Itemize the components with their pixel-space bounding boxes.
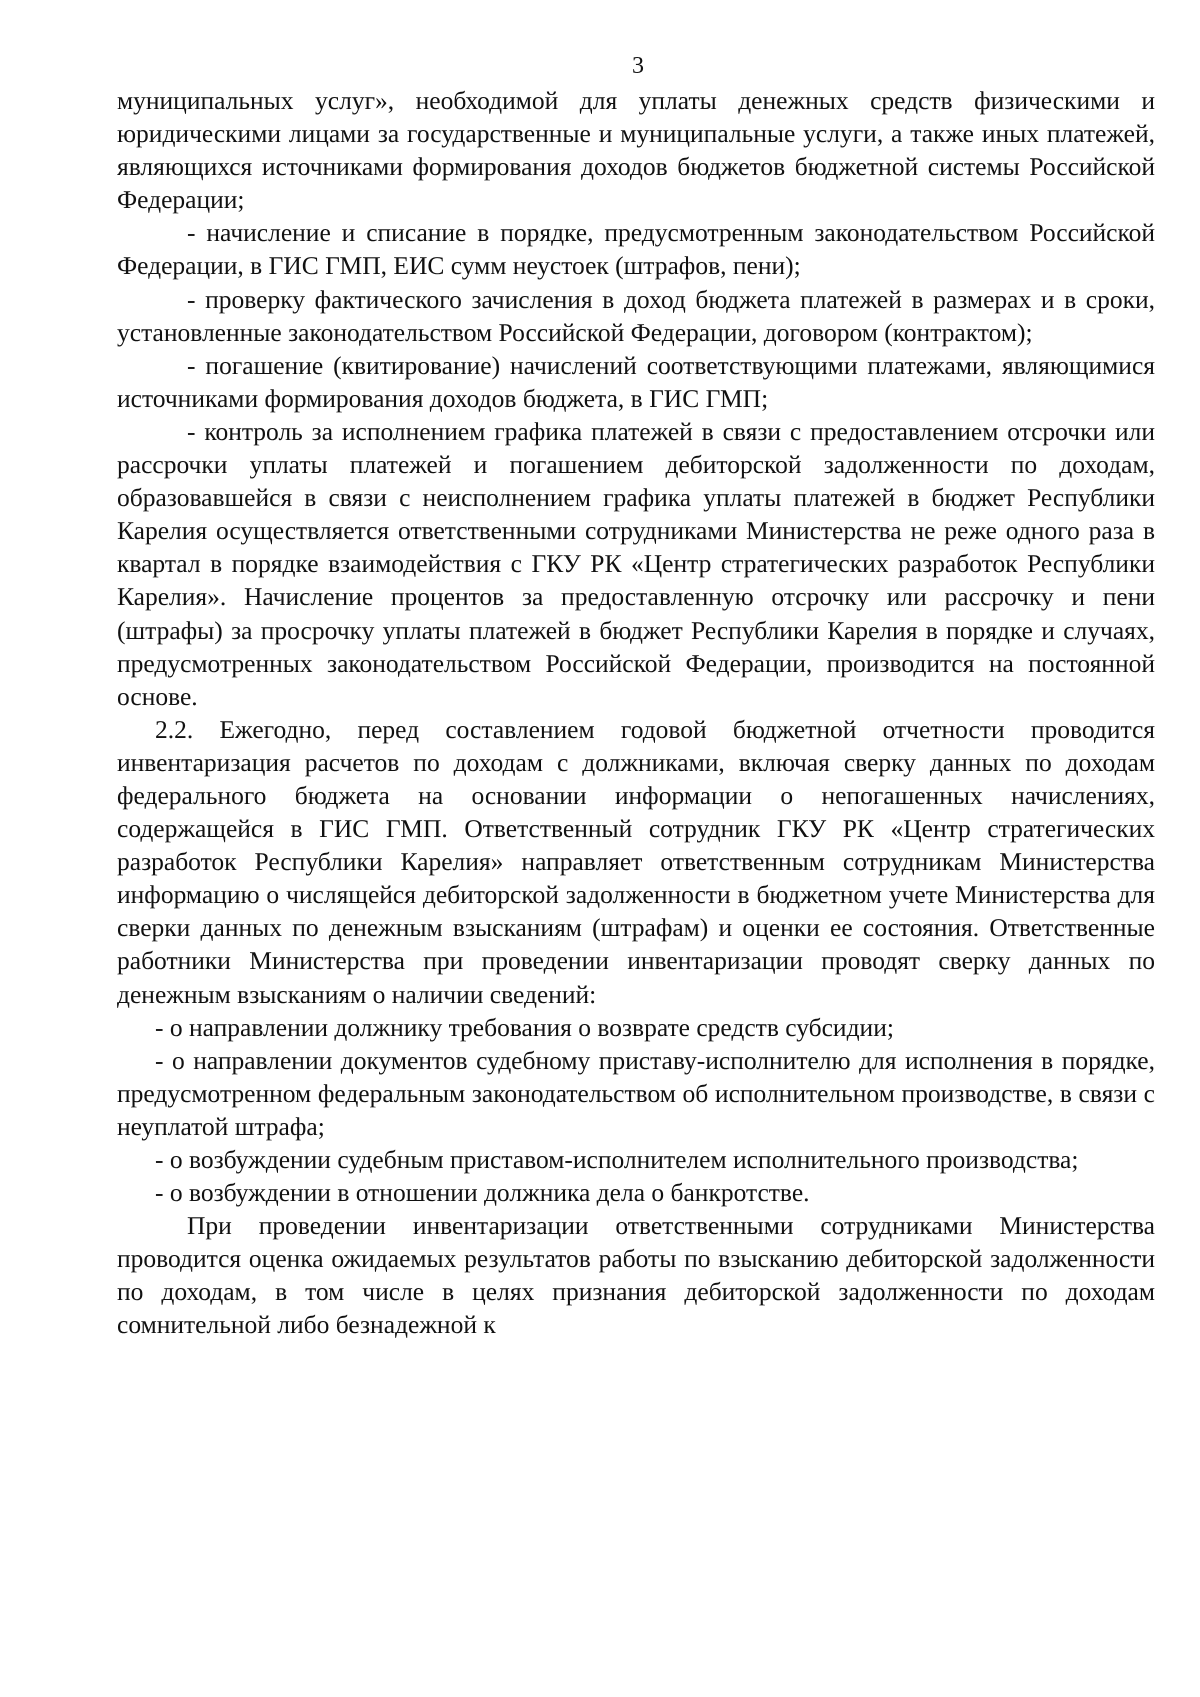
list-item-verification: - проверку фактического зачисления в доход бюджета платежей в размерах и в сроки, установленные законодательством Российской Федерации, договором (контрактом); [117,284,1155,347]
list-item-claim: - о направлении должнику требования о возврате средств субсидии; [155,1012,894,1042]
document-body [117,84,1155,1342]
list-item-bailiff: - о направлении документов судебному приставу-исполнителю для исполнения в порядке, предусмотренном федеральным законодательством об исполнительном производстве, в связи с неуплатой штрафа; [117,1045,1155,1141]
list-item-accrual: - начисление и списание в порядке, предусмотренным законодательством Российской Федерации, в ГИС ГМП, ЕИС сумм неустоек (штрафов, пени); [117,218,1155,281]
paragraph-inventory: При проведении инвентаризации ответственными сотрудниками Министерства проводится оценка ожидаемых результатов работы по взысканию дебиторской задолженности по доходам, в том числе в целях признания дебиторской задолженности по доходам сомнительной либо безнадежной к [117,1211,1155,1340]
list-item-enforcement: - о возбуждении судебным приставом-исполнителем исполнительного производства; [155,1145,1079,1174]
section-2-2: 2.2. Ежегодно, перед составлением годовой бюджетной отчетности проводится инвентаризация расчетов по доходам с должниками, включая сверку данных по доходам федерального бюджета на основании информации о непогашенных начислениях, содержащейся в ГИС ГМП. Ответственный сотрудник ГКУ РК «Центр стратегических разработок Республики Карелия» направляет ответственным сотрудникам Министерства информацию о числящейся дебиторской задолженности в бюджетном учете Министерства для сверки данных по денежным взысканиям (штрафам) и оценки ее состояния. Ответственные работники Министерства при проведении инвентаризации проводят сверку данных по денежным взысканиям о наличии сведений: [117,714,1155,1009]
list-item-reconciliation: - погашение (квитирование) начислений соответствующими платежами, являющимися источниками формирования доходов бюджета, в ГИС ГМП; [117,350,1155,413]
list-item-control: - контроль за исполнением графика платежей в связи с предоставлением отсрочки или рассрочки уплаты платежей и погашением дебиторской задолженности по доходам, образовавшейся в связи с неисполнением графика уплаты платежей в бюджет Республики Карелия осуществляется ответственными сотрудниками Министерства не реже одного раза в квартал в порядке взаимодействия с ГКУ РК «Центр стратегических разработок Республики Карелия». Начисление процентов за предоставленную отсрочку или рассрочку и пени (штрафы) за просрочку уплаты платежей в бюджет Республики Карелия в порядке и случаях, предусмотренных законодательством Российской Федерации, производится на постоянной основе. [117,416,1155,711]
page-number: 3 [632,53,644,79]
paragraph-continuation: муниципальных услуг», необходимой для уплаты денежных средств физическими и юридическими лицами за государственные и муниципальные услуги, а также иных платежей, являющихся источниками формирования доходов бюджетов бюджетной системы Российской Федерации; [117,86,1155,215]
list-item-bankruptcy: - о возбуждении в отношении должника дела о банкротстве. [155,1178,810,1208]
